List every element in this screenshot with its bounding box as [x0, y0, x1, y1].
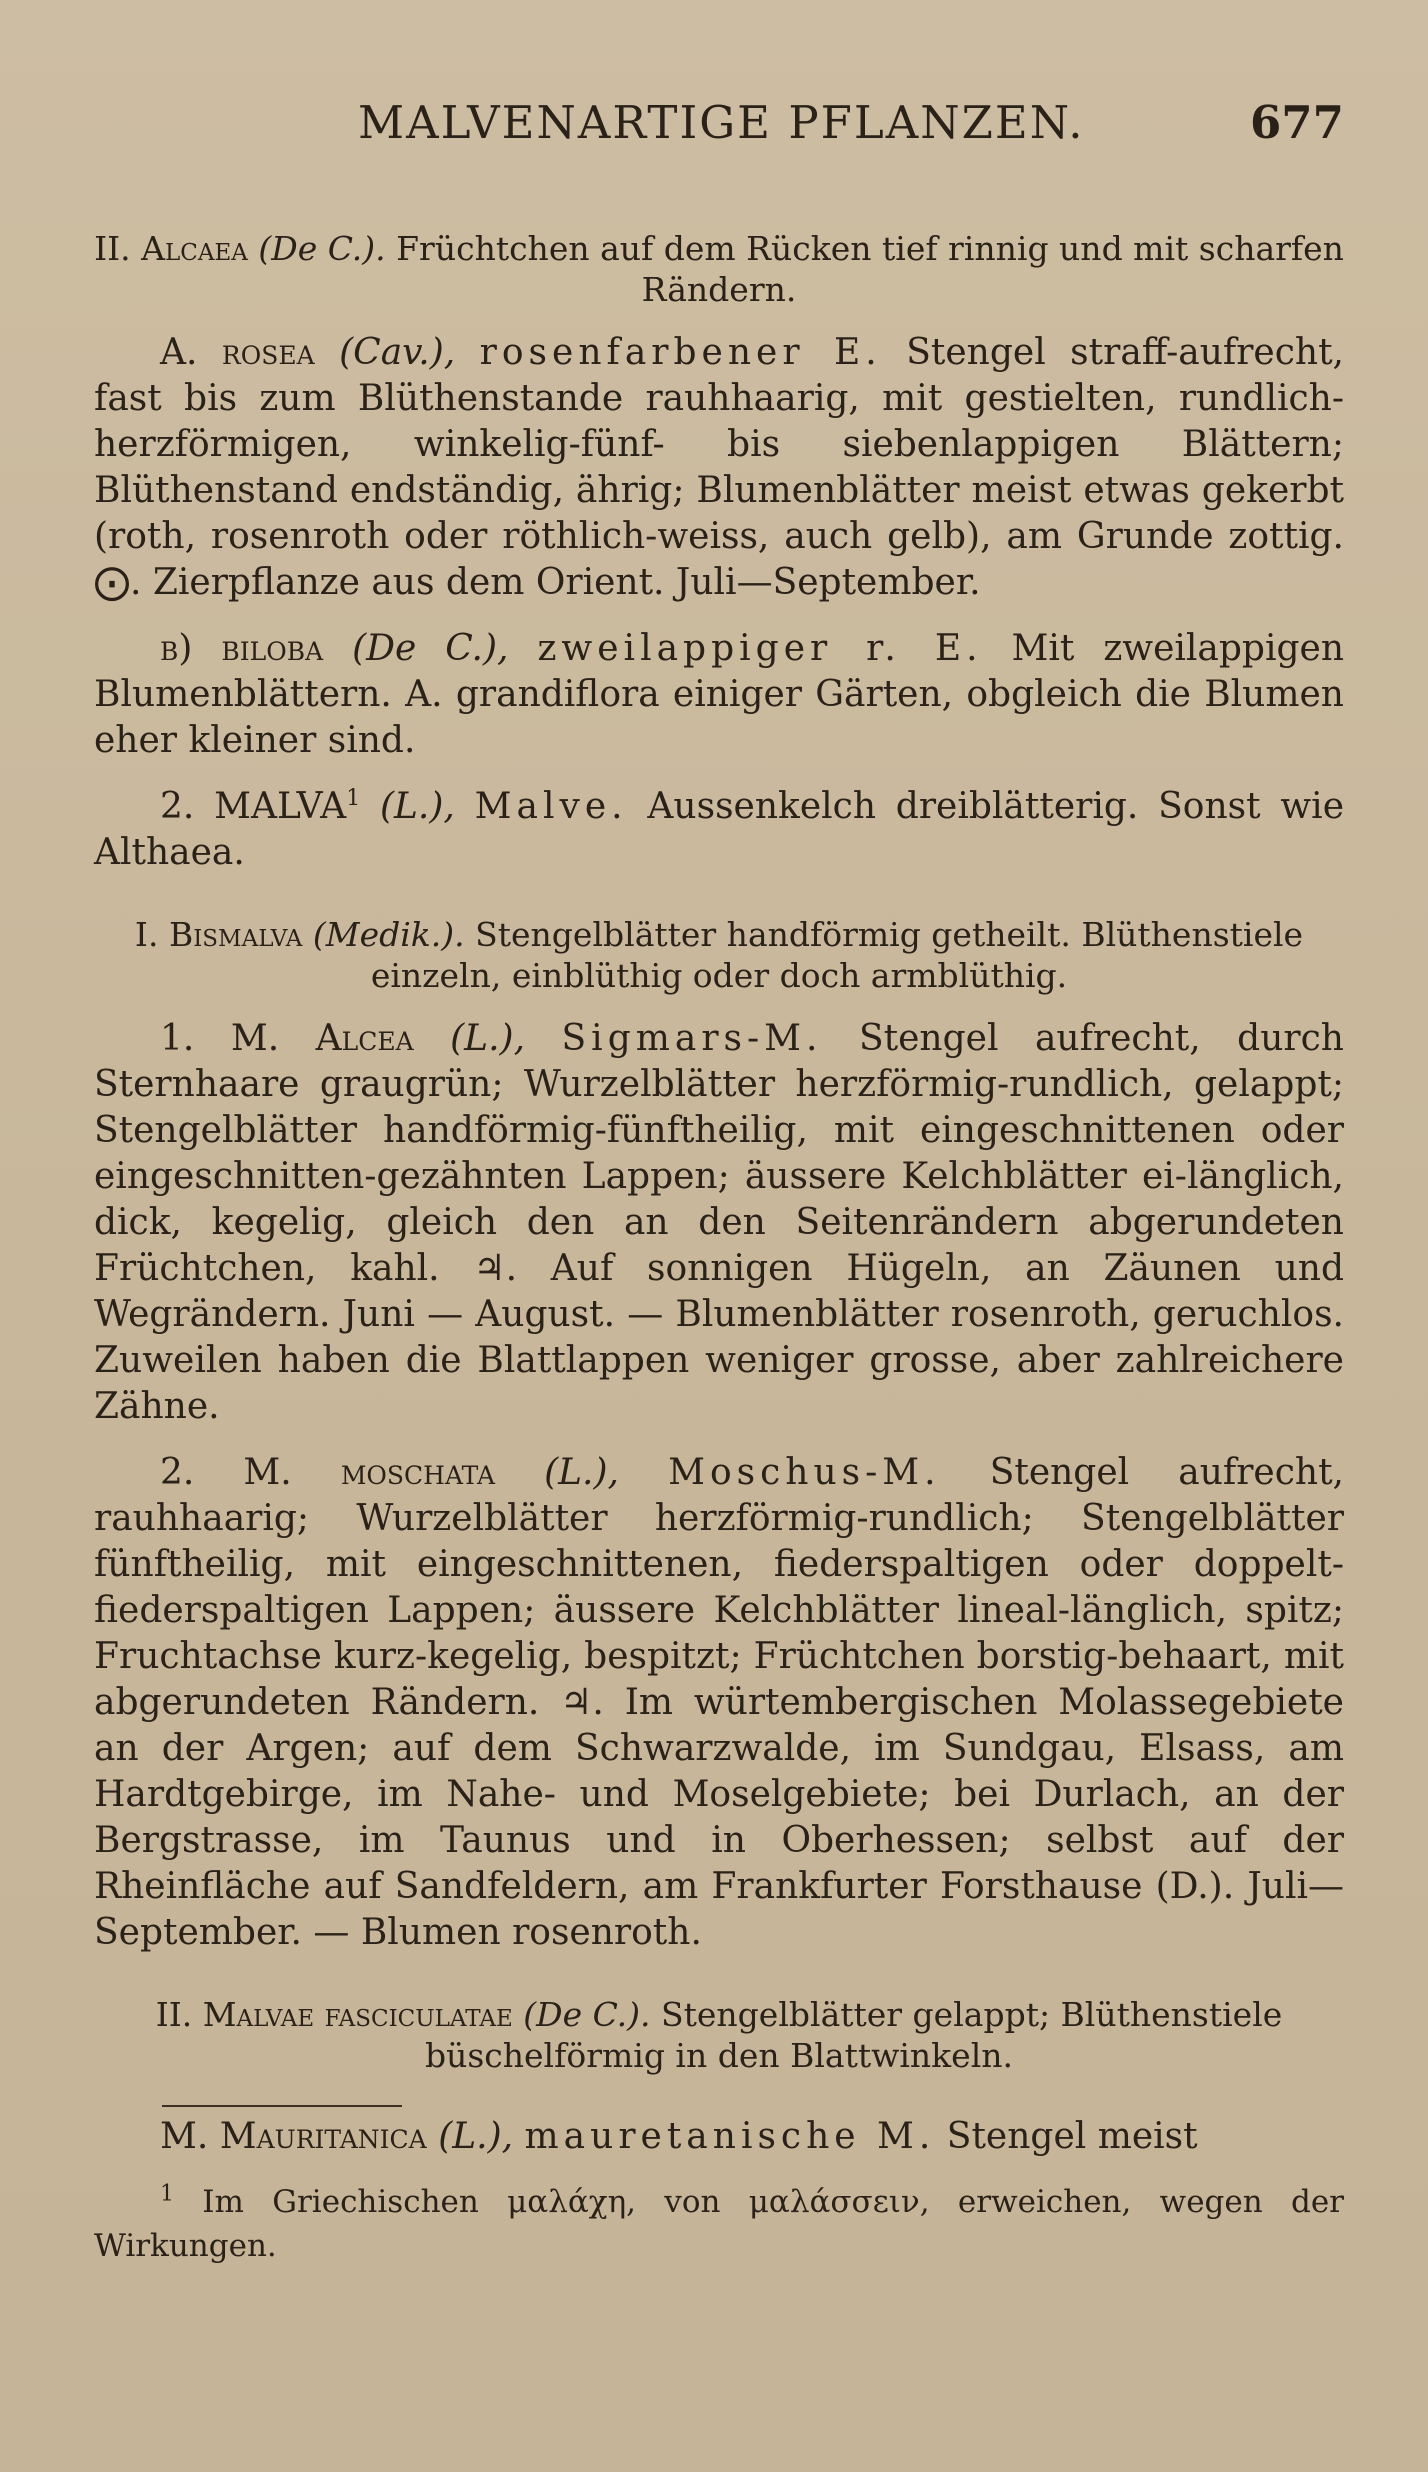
section-genus: Alcaea — [141, 229, 248, 268]
section-text: Früchtchen auf dem Rücken tief rinnig und mit scharfen Rändern. — [396, 229, 1344, 309]
page-header — [0, 96, 1428, 156]
common-name: Moschus-M. — [668, 1452, 941, 1493]
section-number: II. — [94, 229, 131, 268]
footnote-number: 1 — [160, 2181, 174, 2207]
species-description: Stengel meist — [946, 2116, 1198, 2157]
section-authority: (De C.). — [523, 1995, 651, 2034]
section-heading-fasciculatae — [94, 1994, 1344, 2076]
common-name: mauretanische M. — [524, 2116, 936, 2157]
main-text — [94, 228, 1344, 2160]
section-text: Stengelblätter handförmig getheilt. Blüthenstiele einzeln, einblüthig oder doch armblüthig. — [370, 915, 1304, 995]
page-number: 677 — [1250, 96, 1344, 149]
species-entry-mauritanica — [94, 2114, 1344, 2160]
running-title: MALVENARTIGE PFLANZEN. — [358, 96, 1085, 149]
common-name: zweilappiger r. E. — [537, 628, 983, 669]
common-name: rosenfarbener E. — [479, 332, 882, 373]
species-name: 2. M. moschata — [160, 1452, 496, 1493]
species-authority: (L.), — [450, 1018, 526, 1059]
species-entry-biloba — [94, 626, 1344, 764]
section-number: II. — [155, 1995, 193, 2034]
variety-name: b) biloba — [160, 628, 324, 669]
footnote-text: Im Griechischen μαλάχη, von μαλάσσειν, erweichen, wegen der Wirkungen. — [94, 2184, 1344, 2264]
species-description: Stengel aufrecht, rauhhaarig; Wurzelblätter herzförmig-rundlich; Stengelblätter fünftheilig, mit eingeschnittenen, fiederspaltigen oder doppelt-fiederspaltigen Lappen; äussere Kelchblätter lineal-länglich, spitz; Fruchtachse kurz-kegelig, bespitzt; Früchtchen borstig-behaart, mit abgerundeten Rändern. ♃. Im würtembergischen Molassegebiete an der Argen; auf dem Schwarzwalde, im Sundgau, Elsass, am Hardtgebirge, im Nahe- und Moselgebiete; bei Durlach, an der Bergstrasse, im Taunus und in Oberhessen; selbst auf der Rheinfläche auf Sandfeldern, am Frankfurter Forsthause (D.). Juli—September. — Blumen rosenroth. — [94, 1452, 1344, 1953]
variety-description: Mit zweilappigen Blumenblättern. A. grandiflora einiger Gärten, obgleich die Blumen eher kleiner sind. — [94, 628, 1345, 761]
section-number: I. — [134, 915, 159, 954]
genus-authority: (L.), — [379, 786, 455, 827]
species-name: M. Mauritanica — [160, 2116, 427, 2157]
section-heading-alcaea — [94, 228, 1344, 310]
species-entry-alcea — [94, 1016, 1344, 1430]
common-name: Malve. — [474, 786, 628, 827]
species-entry-rosea — [94, 330, 1344, 606]
variety-authority: (De C.), — [352, 628, 509, 669]
section-genus: Malvae fasciculatae — [202, 1995, 513, 2034]
species-description: Stengel straff-aufrecht, fast bis zum Blüthenstande rauhhaarig, mit gestielten, rundlich-herzförmigen, winkelig-fünf- bis siebenlappigen Blättern; Blüthenstand endständig, ährig; Blumenblätter meist etwas gekerbt (roth, rosenroth oder röthlich-weiss, auch gelb), am Grunde zottig. ⨀. Zierpflanze aus dem Orient. Juli—September. — [94, 332, 1344, 603]
section-genus: Bismalva — [168, 915, 303, 954]
species-authority: (L.), — [544, 1452, 619, 1493]
section-text: Stengelblätter gelappt; Blüthenstiele büschelförmig in den Blattwinkeln. — [424, 1995, 1283, 2075]
genus-description: Aussenkelch dreiblätterig. Sonst wie Althaea. — [94, 786, 1345, 873]
genus-name: 2. MALVA — [160, 786, 347, 827]
section-authority: (Medik.). — [312, 915, 465, 954]
footnote-rule — [162, 2105, 402, 2107]
species-entry-moschata — [94, 1450, 1344, 1956]
section-heading-bismalva — [94, 914, 1344, 996]
section-authority: (De C.). — [258, 229, 386, 268]
species-authority: (Cav.), — [339, 332, 456, 373]
species-name: 1. M. Alcea — [160, 1018, 414, 1059]
species-authority: (L.), — [438, 2116, 514, 2157]
footnote-marker: 1 — [346, 786, 361, 811]
species-description: Stengel aufrecht, durch Sternhaare graugrün; Wurzelblätter herzförmig-rundlich, gelappt; Stengelblätter handförmig-fünftheilig, mit eingeschnittenen oder eingeschnitten-gezähnten Lappen; äussere Kelchblätter ei-länglich, dick, kegelig, gleich den an den Seitenrändern abgerundeten Früchtchen, kahl. ♃. Auf sonnigen Hügeln, an Zäunen und Wegrändern. Juni — August. — Blumenblätter rosenroth, geruchlos. Zuweilen haben die Blattlappen weniger grosse, aber zahlreichere Zähne. — [94, 1018, 1344, 1427]
species-name: A. rosea — [160, 332, 315, 373]
genus-entry-malva — [94, 784, 1344, 876]
common-name: Sigmars-M. — [561, 1018, 823, 1059]
footnote — [94, 2180, 1344, 2268]
